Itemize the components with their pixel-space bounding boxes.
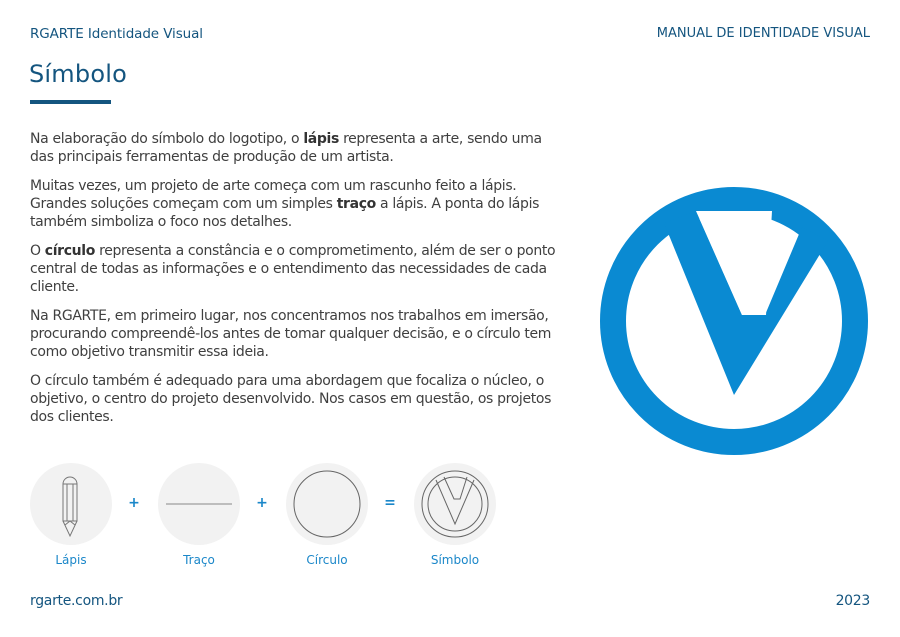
paragraph-circle: O círculo representa a constância e o comprometimento, além de ser o ponto central de todas as informações e o entendimento das necessidades de cada cliente.: [30, 243, 556, 295]
paragraph-pencil: Na elaboração do símbolo do logotipo, o lápis representa a arte, sendo uma das principais ferramentas de produção de um artista.: [30, 131, 542, 165]
body-text: [30, 130, 560, 437]
symbol-logo-icon: [598, 185, 870, 457]
step-label: Símbolo: [430, 553, 480, 567]
page-title: Símbolo: [29, 60, 127, 88]
manual-header: MANUAL DE IDENTIDADE VISUAL: [656, 26, 870, 41]
brand-header: RGARTE Identidade Visual: [30, 26, 203, 42]
symbol-icon: [414, 463, 496, 545]
circle-icon: [286, 463, 368, 545]
keyword-lapis: lápis: [303, 131, 339, 147]
website-link[interactable]: rgarte.com.br: [30, 593, 123, 609]
pencil-icon: [30, 463, 112, 545]
keyword-circulo: círculo: [44, 243, 96, 259]
equals-operator: =: [384, 495, 396, 511]
plus-operator: +: [128, 495, 140, 511]
paragraph-stroke: Muitas vezes, um projeto de arte começa com um rascunho feito a lápis. Grandes soluções começam com um simples traço a lápis. A ponta do lápis também simboliza o foco nos detalhes.: [30, 178, 540, 230]
step-circulo: [286, 463, 368, 567]
line-icon: [158, 463, 240, 545]
step-label: Lápis: [55, 553, 87, 567]
step-traco: [158, 463, 240, 567]
step-simbolo: [414, 463, 496, 567]
paragraph-focus: O círculo também é adequado para uma abordagem que focaliza o núcleo, o objetivo, o centro do projeto desenvolvido. Nos casos em questão, os projetos dos clientes.: [30, 373, 552, 425]
step-label: Círculo: [306, 553, 348, 567]
step-label: Traço: [183, 553, 215, 567]
title-underline: [30, 100, 111, 104]
footer-year: 2023: [835, 593, 870, 609]
plus-operator: +: [256, 495, 268, 511]
step-lapis: [30, 463, 112, 567]
paragraph-immersion: Na RGARTE, em primeiro lugar, nos concentramos nos trabalhos em imersão, procurando compreendê-los antes de tomar qualquer decisão, e o círculo tem como objetivo transmitir essa ideia.: [30, 308, 552, 360]
keyword-traco: traço: [336, 196, 376, 212]
